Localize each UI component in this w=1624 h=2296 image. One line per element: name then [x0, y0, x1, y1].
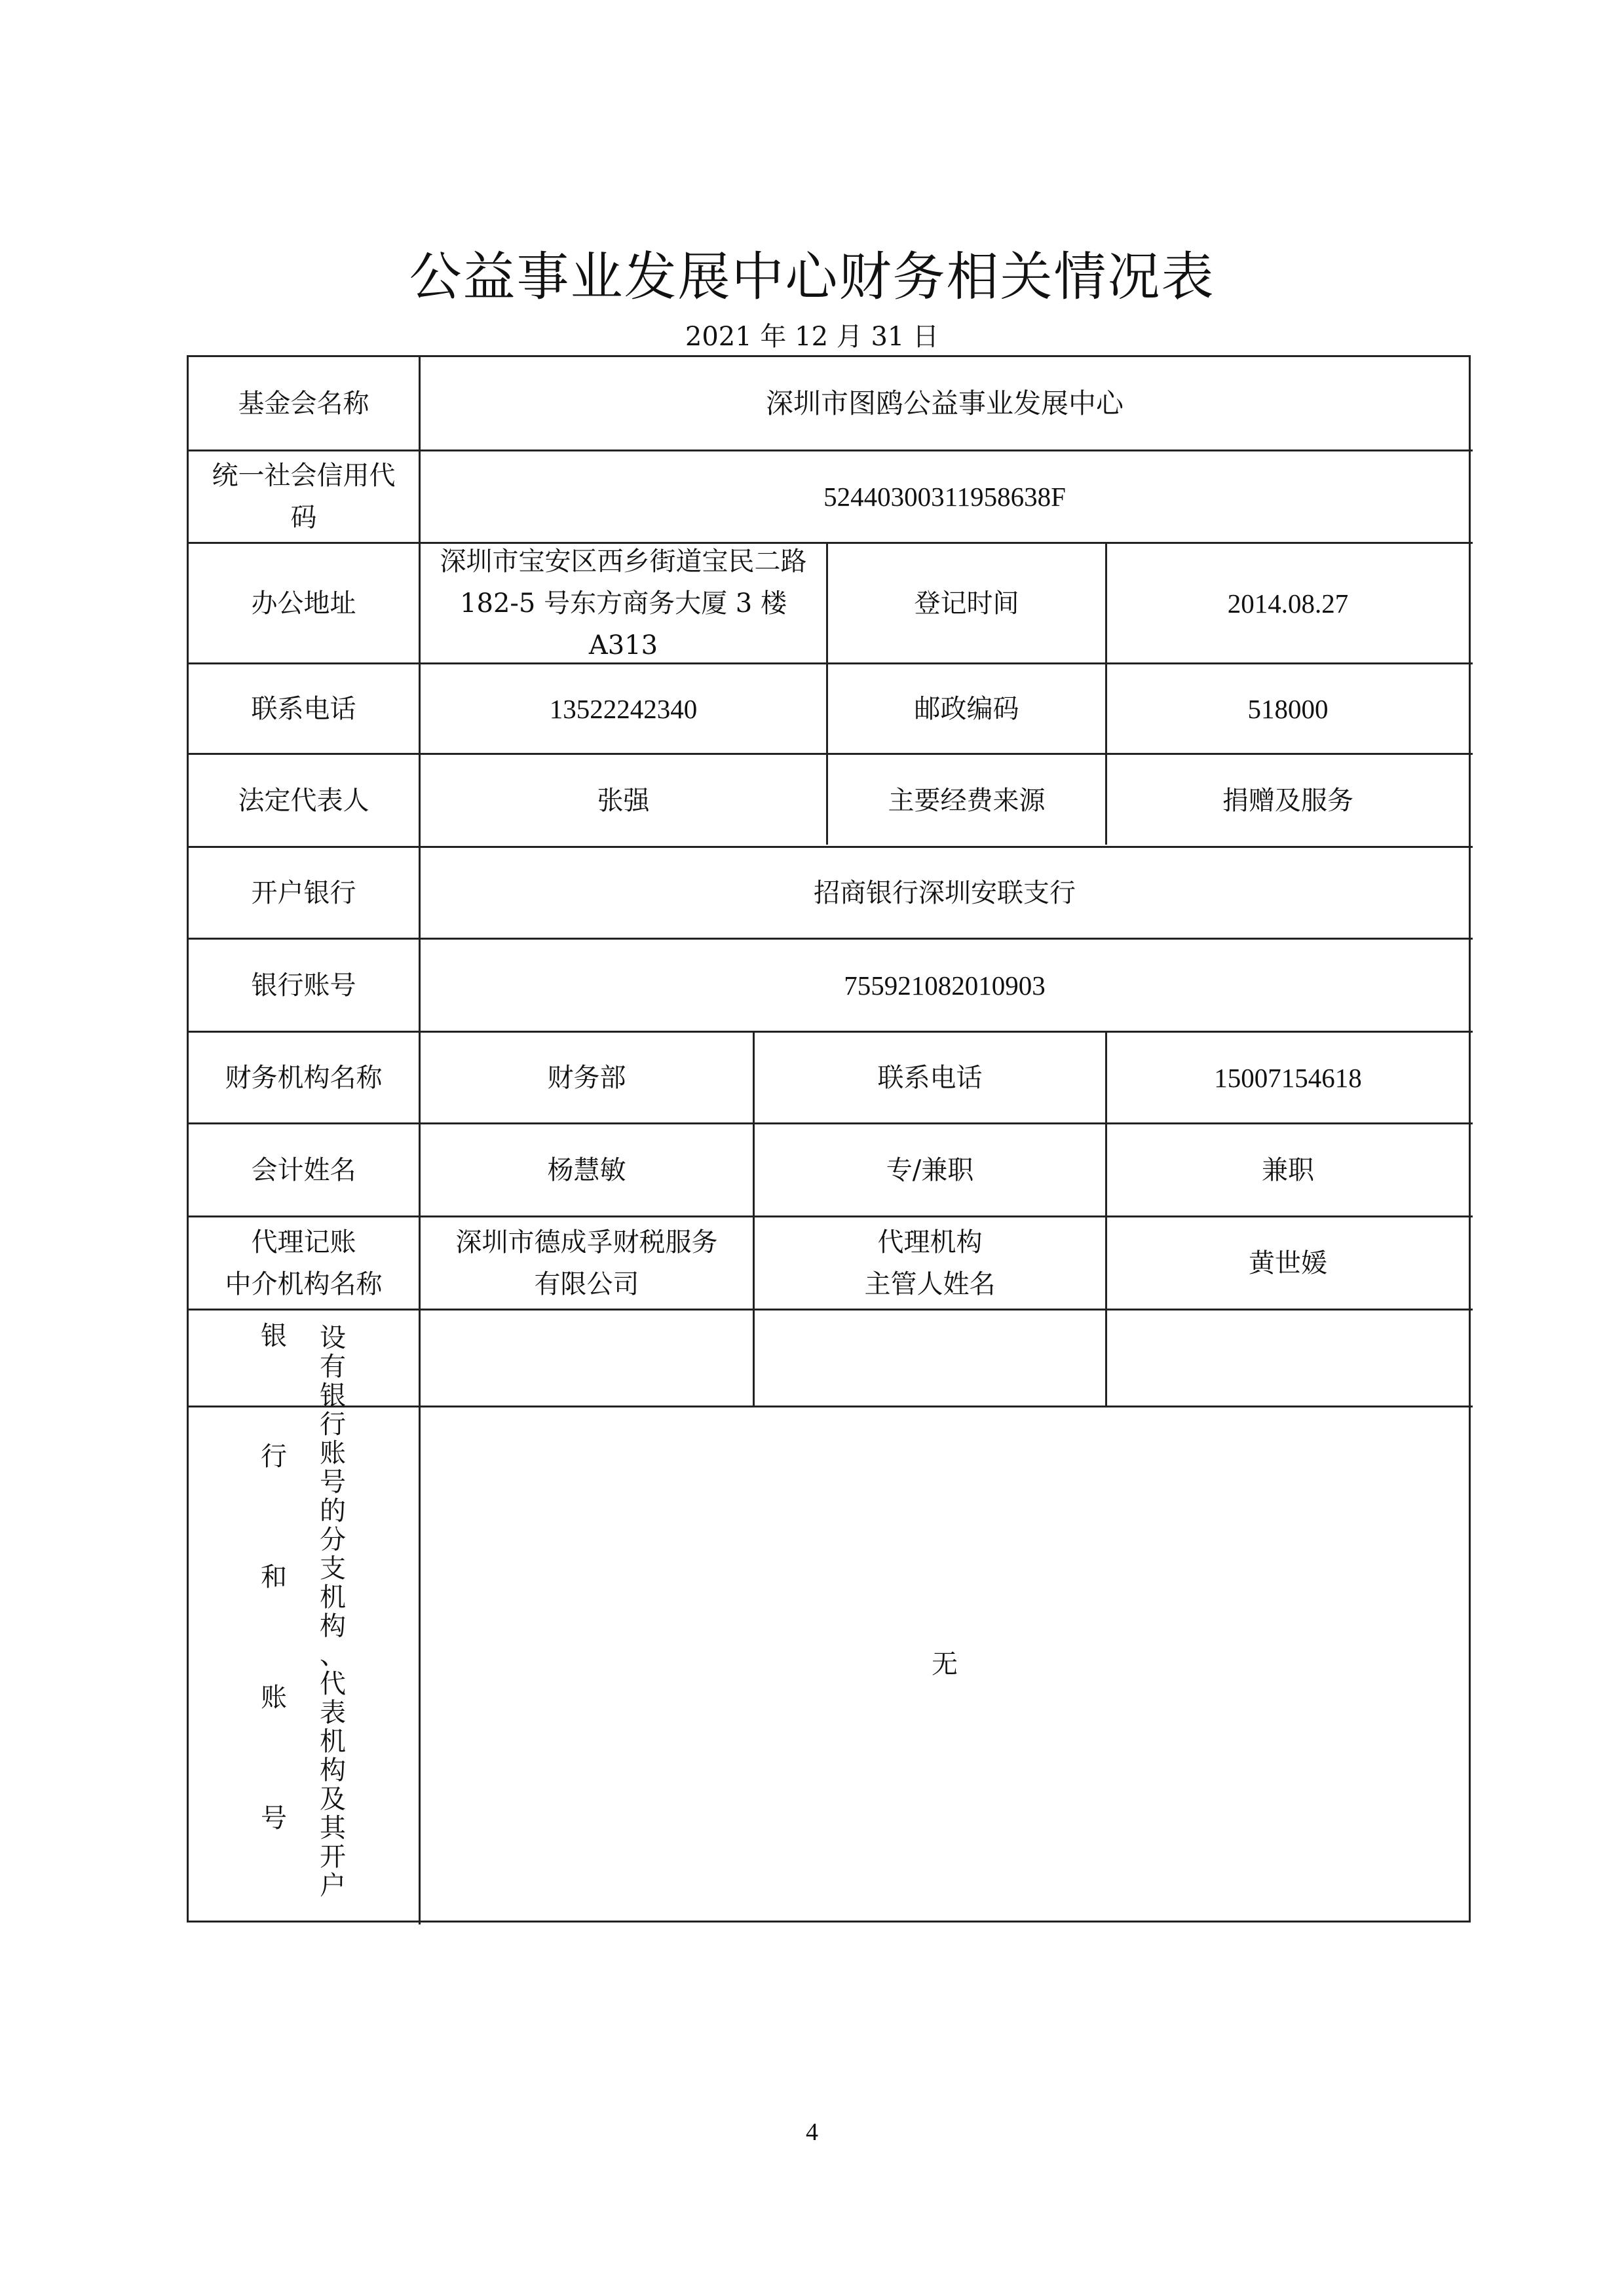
branch-label-main-char: 银 — [261, 1321, 287, 1351]
legal-rep-value: 张强 — [597, 785, 650, 816]
credit-code-label: 统一社会信用代码 — [212, 461, 396, 533]
branch-label-sub-char: 代 — [320, 1669, 346, 1699]
foundation-name-label: 基金会名称 — [238, 388, 369, 419]
finance-dept-label: 财务机构名称 — [225, 1062, 383, 1093]
finance-phone-value: 15007154618 — [1214, 1062, 1362, 1093]
branch-label-main-char: 账 — [261, 1683, 287, 1713]
accountant-value: 杨慧敏 — [547, 1155, 626, 1185]
branch-label-sub-char: 机 — [320, 1582, 346, 1613]
branch-label-sub-char: 银 — [320, 1381, 346, 1411]
branch-label-sub — [313, 1324, 352, 1913]
branch-label-main — [254, 1315, 293, 1918]
branch-label-sub-char: 其 — [320, 1813, 346, 1843]
employment-type-value: 兼职 — [1262, 1155, 1314, 1185]
finance-dept-value: 财务部 — [547, 1062, 626, 1093]
agent-label — [189, 1217, 419, 1309]
agent-value — [421, 1217, 753, 1309]
page-number: 4 — [806, 2118, 818, 2146]
agent-value-line1: 深圳市德成孚财税服务 — [455, 1227, 718, 1257]
page-title: 公益事业发展中心财务相关情况表 — [409, 246, 1215, 307]
branch-label-sub-char: 开 — [320, 1842, 346, 1872]
foundation-name-value: 深圳市图鸥公益事业发展中心 — [765, 387, 1124, 419]
accountant-label: 会计姓名 — [251, 1155, 356, 1185]
branch-label-main-char: 和 — [261, 1562, 287, 1592]
branch-label-sub-char: 行 — [320, 1409, 346, 1440]
account-label: 银行账号 — [251, 970, 356, 1001]
report-date: 2021 年 12 月 31 日 — [685, 322, 939, 352]
branch-label-sub-char: 构 — [320, 1755, 346, 1786]
branch-label-sub-char: 构 — [320, 1611, 346, 1641]
branch-label-sub-char: 号 — [320, 1467, 346, 1497]
employment-type-label: 专/兼职 — [886, 1155, 974, 1185]
branch-label-sub-char: 户 — [320, 1871, 346, 1901]
postal-code-label: 邮政编码 — [914, 693, 1019, 724]
phone-value: 13522242340 — [549, 693, 698, 724]
agent-manager-label-line2: 主管人姓名 — [864, 1269, 996, 1299]
account-value: 755921082010903 — [844, 970, 1046, 1001]
agent-manager-label-line1: 代理机构 — [877, 1227, 983, 1257]
registration-time-value: 2014.08.27 — [1227, 588, 1349, 619]
bank-value: 招商银行深圳安联支行 — [814, 877, 1076, 908]
funding-source-label: 主要经费来源 — [888, 785, 1046, 816]
funding-source-value: 捐赠及服务 — [1222, 785, 1353, 816]
postal-code-value: 518000 — [1247, 693, 1329, 724]
phone-label: 联系电话 — [251, 693, 356, 724]
finance-info-table — [187, 355, 1471, 1923]
credit-code-value: 52440300311958638F — [823, 482, 1066, 512]
branch-label-sub-char: 设 — [320, 1323, 346, 1353]
branch-label-sub-char: 分 — [320, 1525, 346, 1555]
office-address-value: 深圳市宝安区西乡街道宝民二路 182-5 号东方商务大厦 3 楼 A313 — [440, 546, 807, 660]
branch-label-sub-char: 表 — [320, 1698, 346, 1728]
agent-label-line2: 中介机构名称 — [225, 1269, 383, 1299]
agent-manager-label — [755, 1217, 1105, 1309]
agent-value-line2: 有限公司 — [534, 1269, 639, 1299]
office-address-label: 办公地址 — [251, 588, 356, 619]
bank-label: 开户银行 — [251, 877, 356, 908]
branch-label-sub-char: 、 — [320, 1640, 346, 1670]
branch-label-main-char: 号 — [261, 1803, 287, 1833]
branch-label-sub-char: 有 — [320, 1352, 346, 1382]
branch-label-sub-char: 的 — [320, 1496, 346, 1526]
branch-value: 无 — [932, 1649, 958, 1679]
finance-phone-label: 联系电话 — [877, 1062, 983, 1093]
legal-rep-label: 法定代表人 — [238, 785, 369, 816]
agent-manager-value: 黄世媛 — [1249, 1248, 1327, 1278]
branch-label-sub-char: 支 — [320, 1554, 346, 1584]
branch-label-sub-char: 账 — [320, 1438, 346, 1468]
registration-time-label: 登记时间 — [914, 588, 1019, 619]
branch-label-sub-char: 及 — [320, 1784, 346, 1814]
branch-label-sub-char: 机 — [320, 1727, 346, 1757]
branch-label-main-char: 行 — [261, 1442, 287, 1472]
agent-label-line1: 代理记账 — [251, 1227, 356, 1257]
